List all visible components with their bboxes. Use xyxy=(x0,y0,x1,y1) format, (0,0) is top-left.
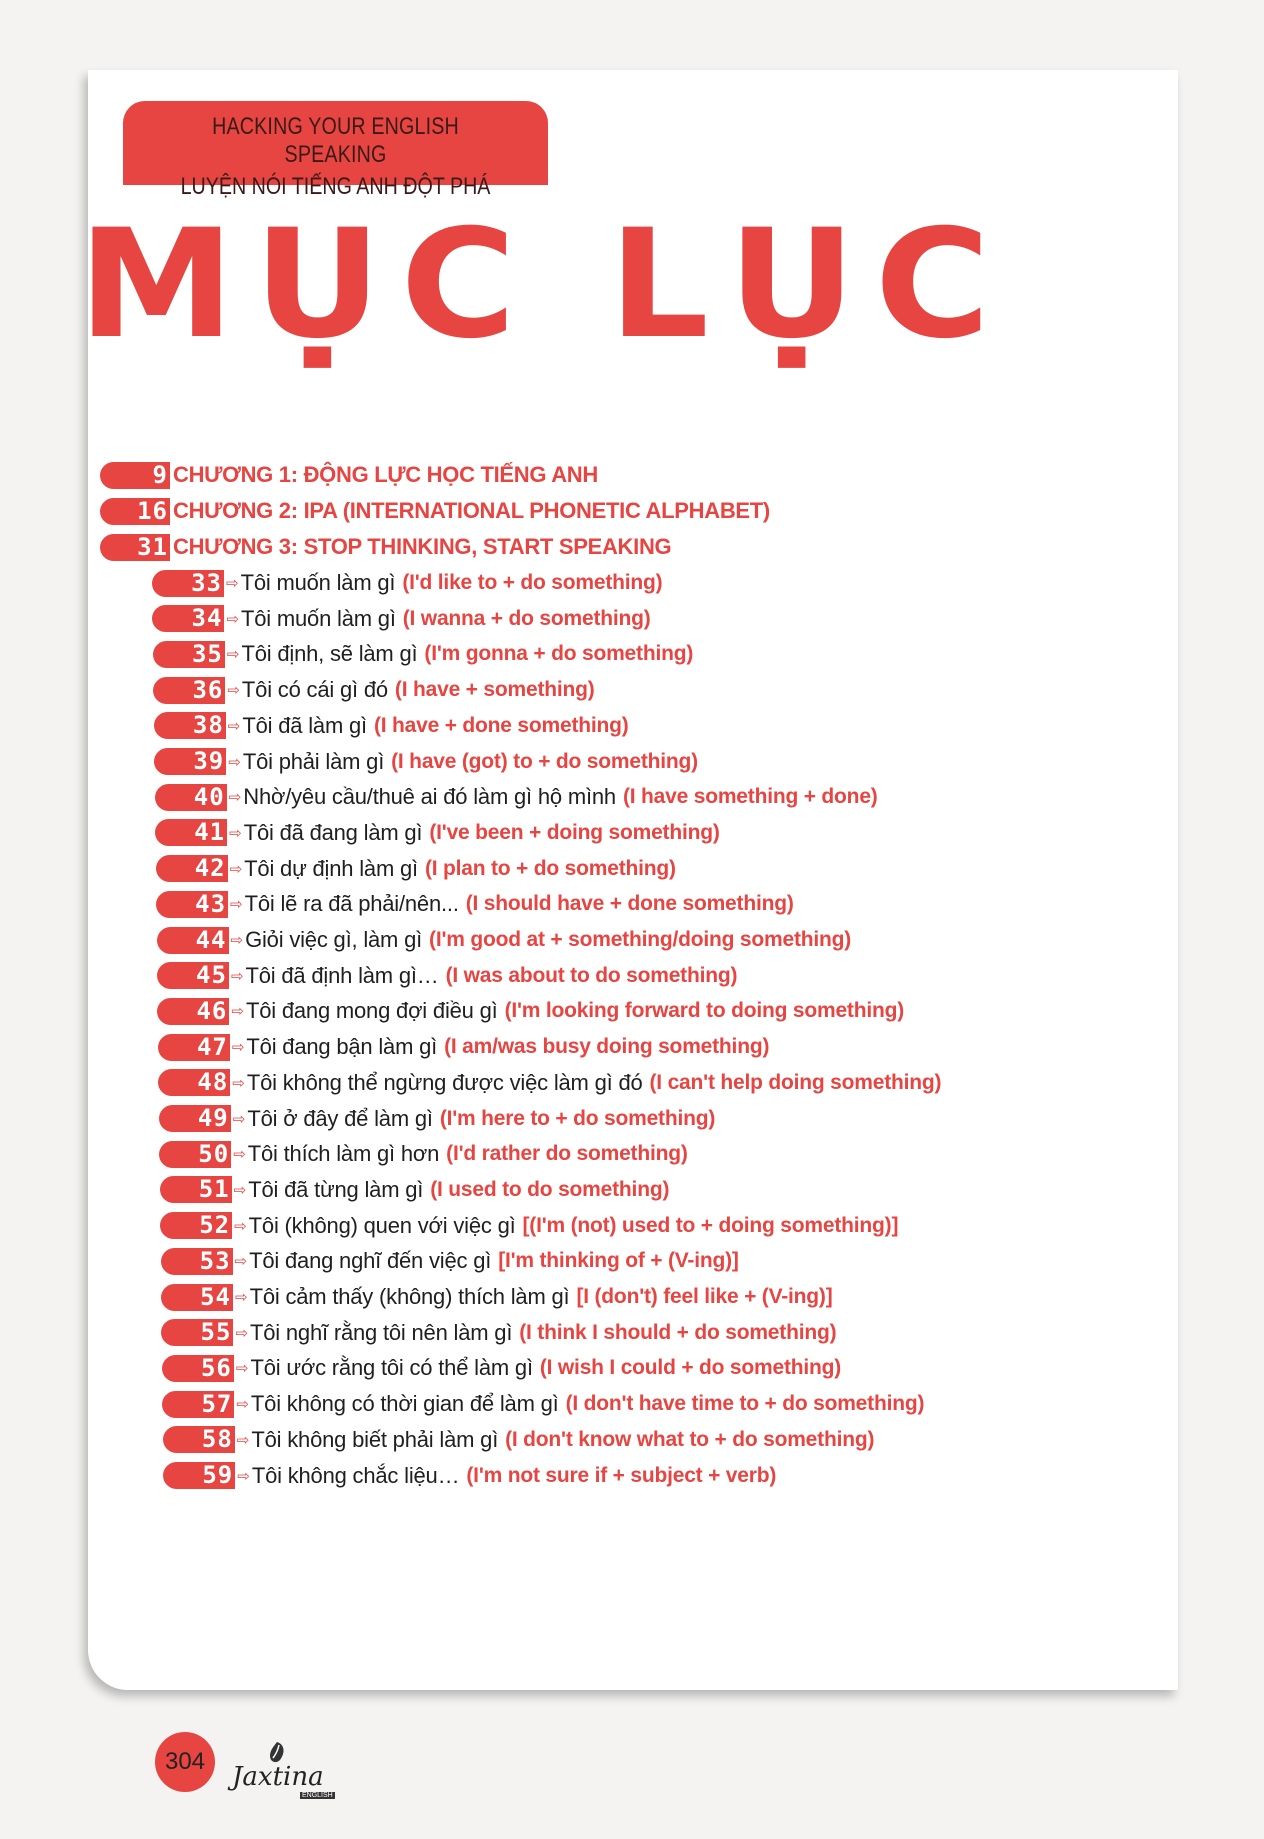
toc-section-row[interactable] xyxy=(160,1173,670,1207)
section-title-en: [I'm thinking of + (V-ing)] xyxy=(498,1249,739,1273)
toc-section-row[interactable] xyxy=(158,1030,769,1064)
section-title-en: (I can't help doing something) xyxy=(649,1070,942,1094)
section-title-vn: Tôi ở đây để làm gì xyxy=(247,1105,433,1131)
series-banner xyxy=(123,101,548,200)
brand-subtitle: ENGLISH xyxy=(302,1792,333,1799)
section-title-en: (I don't know what to + do something) xyxy=(505,1427,875,1451)
page-number-badge: 41 xyxy=(155,819,227,846)
page-number-badge: 31 xyxy=(100,534,170,561)
page-number-badge: 36 xyxy=(153,677,225,704)
arrow-right-icon: ⇨ xyxy=(233,1181,247,1199)
section-title-vn: Tôi đã định làm gì… xyxy=(245,962,439,988)
section-title-en: (I was about to do something) xyxy=(445,963,738,987)
toc-section-row[interactable] xyxy=(161,1280,833,1314)
section-title-en: (I have (got) to + do something) xyxy=(391,749,698,773)
toc-section-row[interactable] xyxy=(153,673,594,707)
series-title-vn: LUYỆN NÓI TIẾNG ANH ĐỘT PHÁ xyxy=(180,173,491,200)
arrow-right-icon: ⇨ xyxy=(226,646,240,664)
section-title-en: [(I'm (not) used to + doing something)] xyxy=(522,1213,899,1237)
page-number: 304 xyxy=(155,1732,215,1792)
section-title-vn: Tôi đang nghĩ đến việc gì xyxy=(249,1248,492,1274)
page-number-badge: 44 xyxy=(157,927,229,954)
toc-section-row[interactable] xyxy=(152,566,662,600)
arrow-right-icon: ⇨ xyxy=(235,1324,249,1342)
page-number-badge: 43 xyxy=(156,891,228,918)
page-number-badge: 54 xyxy=(161,1284,233,1311)
page-number-badge: 55 xyxy=(161,1319,233,1346)
arrow-right-icon: ⇨ xyxy=(226,575,239,592)
arrow-right-icon: ⇨ xyxy=(233,1146,246,1164)
toc-section-row[interactable] xyxy=(161,1244,739,1278)
toc-section-row[interactable] xyxy=(158,1066,941,1100)
section-title-en: [I (don't) feel like + (V-ing)] xyxy=(576,1285,833,1308)
toc-section-row[interactable] xyxy=(156,887,794,921)
toc-section-row[interactable] xyxy=(161,1316,836,1350)
toc-section-row[interactable] xyxy=(159,1102,715,1136)
brand-logo xyxy=(232,1740,342,1800)
page-number-badge: 58 xyxy=(163,1426,235,1453)
section-title-en: (I don't have time to + do something) xyxy=(565,1392,925,1416)
section-title-vn: Tôi đã đang làm gì xyxy=(243,819,423,845)
section-title-vn: Tôi đang mong đợi điều gì xyxy=(245,998,498,1024)
page-number-badge: 39 xyxy=(154,748,226,775)
series-title-en: HACKING YOUR ENGLISH SPEAKING xyxy=(212,113,459,168)
page-number-badge: 53 xyxy=(161,1248,233,1275)
section-title-vn: Tôi dự định làm gì xyxy=(244,855,418,881)
page-number-badge: 57 xyxy=(162,1391,234,1418)
page-number-badge: 59 xyxy=(163,1462,235,1489)
toc-section-row[interactable] xyxy=(160,1209,898,1243)
section-title-en: (I'm not sure if + subject + verb) xyxy=(466,1463,777,1487)
section-title-vn: Tôi phải làm gì xyxy=(242,748,385,774)
arrow-right-icon: ⇨ xyxy=(234,1217,247,1235)
arrow-right-icon: ⇨ xyxy=(235,1360,249,1378)
section-title-vn: Tôi đang bận làm gì xyxy=(246,1034,438,1060)
toc-section-row[interactable] xyxy=(163,1423,874,1457)
toc-section-row[interactable] xyxy=(157,994,904,1028)
arrow-right-icon: ⇨ xyxy=(227,682,240,700)
section-title-en: (I'm gonna + do something) xyxy=(424,642,694,666)
section-title-en: (I've been + doing something) xyxy=(429,820,720,844)
page-number-badge: 56 xyxy=(162,1355,234,1382)
section-title-en: (I'd rather do something) xyxy=(446,1142,688,1166)
page-number-badge: 52 xyxy=(160,1212,232,1239)
page-number-badge: 48 xyxy=(158,1069,230,1096)
arrow-right-icon: ⇨ xyxy=(228,789,242,807)
section-title-en: (I wish I could + do something) xyxy=(539,1356,842,1380)
arrow-right-icon: ⇨ xyxy=(232,1074,245,1092)
section-title-en: (I'm looking forward to doing something) xyxy=(504,999,905,1023)
toc-section-row[interactable] xyxy=(156,852,676,886)
toc-section-row[interactable] xyxy=(162,1351,841,1385)
page-number-badge: 16 xyxy=(100,498,170,525)
section-title-vn: Tôi không chắc liệu… xyxy=(251,1462,460,1488)
section-title-en: (I have something + done) xyxy=(622,785,878,809)
chapter-title: CHƯƠNG 2: IPA (INTERNATIONAL PHONETIC ALPHABET) xyxy=(173,498,770,523)
toc-chapter-row[interactable] xyxy=(100,458,598,492)
toc-section-row[interactable] xyxy=(154,709,629,743)
toc-section-row[interactable] xyxy=(153,637,693,671)
section-title-en: (I have + done something) xyxy=(373,713,629,737)
section-title-vn: Tôi (không) quen với việc gì xyxy=(248,1212,516,1238)
arrow-right-icon: ⇨ xyxy=(236,1396,249,1414)
section-title-en: (I'd like to + do something) xyxy=(402,571,663,594)
page-title: MỤC LỤC xyxy=(78,198,1010,372)
chapter-title: CHƯƠNG 1: ĐỘNG LỰC HỌC TIẾNG ANH xyxy=(173,462,598,487)
arrow-right-icon: ⇨ xyxy=(231,1039,245,1057)
arrow-right-icon: ⇨ xyxy=(227,717,241,735)
page-number-badge: 47 xyxy=(158,1034,230,1061)
toc-section-row[interactable] xyxy=(155,780,878,814)
arrow-right-icon: ⇨ xyxy=(236,1431,250,1449)
arrow-right-icon: ⇨ xyxy=(235,1289,248,1306)
section-title-vn: Tôi không có thời gian để làm gì xyxy=(250,1391,559,1417)
section-title-en: (I am/was busy doing something) xyxy=(444,1035,770,1059)
page-number-badge: 49 xyxy=(159,1105,231,1132)
section-title-vn: Tôi cảm thấy (không) thích làm gì xyxy=(249,1284,570,1309)
page-number-badge: 33 xyxy=(152,570,224,597)
arrow-right-icon: ⇨ xyxy=(230,932,244,949)
section-title-en: (I'm good at + something/doing something) xyxy=(429,928,852,951)
section-title-en: (I'm here to + do something) xyxy=(439,1106,716,1130)
toc-chapter-row[interactable] xyxy=(100,530,671,564)
section-title-vn: Tôi đã làm gì xyxy=(242,712,367,738)
section-title-vn: Tôi định, sẽ làm gì xyxy=(241,641,418,667)
page-number-badge: 9 xyxy=(100,462,170,489)
chapter-title: CHƯƠNG 3: STOP THINKING, START SPEAKING xyxy=(173,534,672,559)
toc-section-row[interactable] xyxy=(154,745,698,779)
arrow-right-icon: ⇨ xyxy=(228,753,241,771)
arrow-right-icon: ⇨ xyxy=(232,1110,246,1128)
arrow-right-icon: ⇨ xyxy=(237,1467,250,1485)
section-title-vn: Tôi muốn làm gì xyxy=(240,570,396,595)
arrow-right-icon: ⇨ xyxy=(226,610,240,628)
arrow-right-icon: ⇨ xyxy=(231,1003,244,1021)
section-title-vn: Tôi ước rằng tôi có thể làm gì xyxy=(250,1355,533,1381)
section-title-vn: Nhờ/yêu cầu/thuê ai đó làm gì hộ mình xyxy=(243,784,616,810)
arrow-right-icon: ⇨ xyxy=(229,824,242,842)
section-title-vn: Tôi thích làm gì hơn xyxy=(247,1141,440,1167)
section-title-vn: Tôi muốn làm gì xyxy=(241,605,396,631)
arrow-right-icon: ⇨ xyxy=(229,860,243,878)
section-title-vn: Giỏi việc gì, làm gì xyxy=(245,927,423,952)
toc-section-row[interactable] xyxy=(155,816,720,850)
section-title-vn: Tôi nghĩ rằng tôi nên làm gì xyxy=(250,1319,513,1345)
section-title-vn: Tôi không biết phải làm gì xyxy=(251,1426,499,1452)
section-title-vn: Tôi có cái gì đó xyxy=(241,677,388,703)
toc-section-row[interactable] xyxy=(163,1459,776,1493)
page-number-badge: 40 xyxy=(155,784,227,811)
page-number-badge: 50 xyxy=(159,1141,231,1168)
arrow-right-icon: ⇨ xyxy=(234,1253,248,1271)
toc-section-row[interactable] xyxy=(152,602,650,636)
page-number-badge: 46 xyxy=(157,998,229,1025)
section-title-en: (I have + something) xyxy=(394,678,595,702)
page-number-badge: 34 xyxy=(152,605,224,632)
section-title-vn: Tôi không thể ngừng được việc làm gì đó xyxy=(246,1069,643,1095)
toc-section-row[interactable] xyxy=(157,923,852,957)
section-title-vn: Tôi lẽ ra đã phải/nên... xyxy=(244,891,459,917)
section-title-vn: Tôi đã từng làm gì xyxy=(248,1176,424,1202)
brand-name: Jaxtina xyxy=(232,1762,324,1792)
arrow-right-icon: ⇨ xyxy=(230,967,244,985)
page-number-badge: 42 xyxy=(156,855,228,882)
toc-chapter-row[interactable] xyxy=(100,494,770,528)
page-number-badge: 51 xyxy=(160,1176,232,1203)
arrow-right-icon: ⇨ xyxy=(230,896,243,914)
section-title-en: (I plan to + do something) xyxy=(424,856,676,880)
section-title-en: (I think I should + do something) xyxy=(519,1320,837,1344)
toc-section-row[interactable] xyxy=(159,1137,687,1171)
toc-section-row[interactable] xyxy=(162,1387,924,1421)
section-title-en: (I should have + done something) xyxy=(465,892,794,916)
page-number-badge: 38 xyxy=(154,712,226,739)
section-title-en: (I used to do something) xyxy=(430,1177,670,1201)
page-number-badge: 35 xyxy=(153,641,225,668)
toc-section-row[interactable] xyxy=(157,959,737,993)
page-number-badge: 45 xyxy=(157,962,229,989)
section-title-en: (I wanna + do something) xyxy=(402,606,651,630)
